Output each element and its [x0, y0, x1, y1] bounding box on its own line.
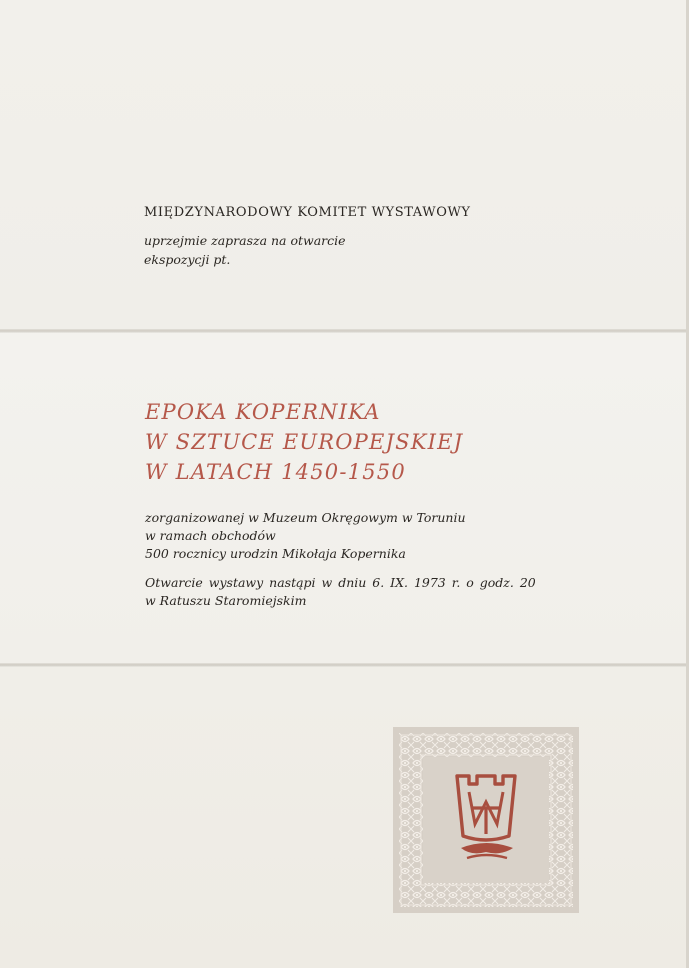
top-fold-panel: [0, 0, 689, 330]
venue-text: w Ratuszu Staromiejskim: [145, 593, 307, 608]
museum-emblem: [393, 727, 579, 913]
bottom-fold-panel: [0, 667, 689, 968]
museum-monogram-icon: [453, 772, 519, 868]
middle-fold-panel: [0, 333, 689, 664]
exhibition-title: W SZTUCE EUROPEJSKIEJ: [145, 430, 464, 454]
occasion-text: 500 rocznicy urodzin Mikołaja Kopernika: [145, 546, 406, 561]
committee-name: MIĘDZYNARODOWY KOMITET WYSTAWOWY: [144, 205, 471, 220]
invitation-text: uprzejmie zaprasza na otwarcie: [144, 233, 346, 248]
occasion-text: w ramach obchodów: [145, 528, 276, 543]
organizer-text: zorganizowanej w Muzeum Okręgowym w Toruniu: [145, 510, 466, 525]
fold-crease: [0, 329, 689, 333]
exhibition-title: W LATACH 1450-1550: [145, 460, 406, 484]
invitation-text: ekspozycji pt.: [144, 252, 231, 267]
fold-crease: [0, 663, 689, 667]
exhibition-title: EPOKA KOPERNIKA: [145, 400, 381, 424]
opening-date-text: Otwarcie wystawy nastąpi w dniu 6. IX. 1973 r. o godz. 20: [145, 575, 536, 590]
